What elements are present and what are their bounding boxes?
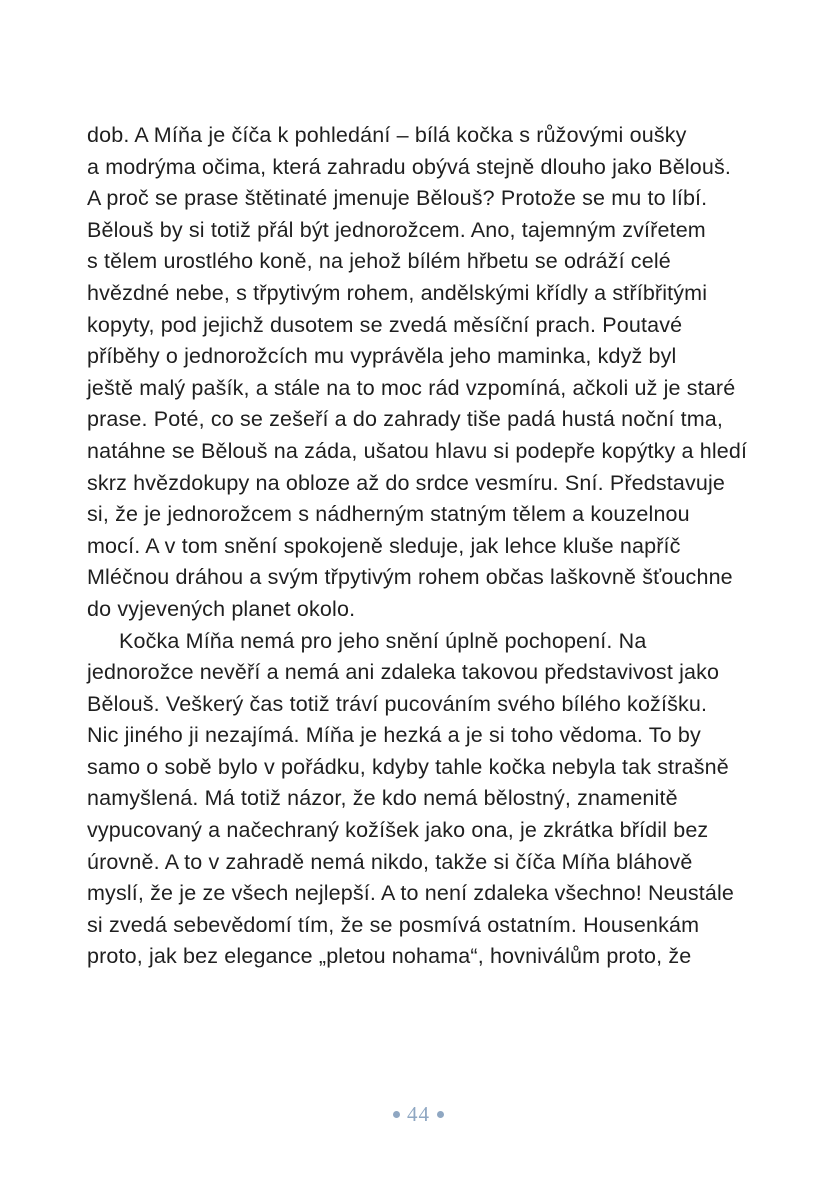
text-line: příběhy o jednorožcích mu vyprávěla jeho maminka, když byl <box>87 344 677 369</box>
text-line: proto, jak bez elegance „pletou nohama“, hovniválům proto, že <box>87 944 692 969</box>
text-line: Bělouš. Veškerý čas totiž tráví pucováním svého bílého kožíšku. <box>87 691 708 716</box>
page-number-footer <box>0 1102 837 1127</box>
paragraph-1 <box>87 120 767 626</box>
text-line: si, že je jednorožcem s nádherným statným tělem a kouzelnou <box>87 502 690 527</box>
text-line: dob. A Míňa je číča k pohledání – bílá kočka s růžovými oušky <box>87 123 687 147</box>
bullet-dot-icon <box>393 1111 400 1118</box>
text-line: kopyty, pod jejichž dusotem se zvedá měsíční prach. Poutavé <box>87 312 683 337</box>
text-line: do vyjevených planet okolo. <box>87 596 356 621</box>
text-line: Bělouš by si totiž přál být jednorožcem. Ano, tajemným zvířetem <box>87 217 706 242</box>
text-line: Nic jiného ji nezajímá. Míňa je hezká a je si toho vědoma. To by <box>87 723 701 748</box>
text-line: si zvedá sebevědomí tím, že se posmívá ostatním. Housenkám <box>87 912 700 937</box>
text-line: s tělem urostlého koně, na jehož bílém hřbetu se odráží celé <box>87 249 671 274</box>
text-line: A proč se prase štětinaté jmenuje Bělouš? Protože se mu to líbí. <box>87 186 708 211</box>
text-line: jednorožce nevěří a nemá ani zdaleka takovou představivost jako <box>87 660 720 685</box>
text-line: hvězdné nebe, s třpytivým rohem, andělskými křídly a stříbřitými <box>87 280 708 305</box>
text-line: a modrýma očima, která zahradu obývá stejně dlouho jako Bělouš. <box>87 154 732 179</box>
paragraph-2 <box>87 626 767 974</box>
text-line: samo o sobě bylo v pořádku, kdyby tahle kočka nebyla tak strašně <box>87 754 729 779</box>
text-line: Mléčnou dráhou a svým třpytivým rohem občas laškovně šťouchne <box>87 565 733 590</box>
text-line: vypucovaný a načechraný kožíšek jako ona, je zkrátka břídil bez <box>87 818 709 843</box>
body-text <box>87 120 767 973</box>
text-line: natáhne se Bělouš na záda, ušatou hlavu si podepře kopýtky a hledí <box>87 438 748 463</box>
bullet-dot-icon <box>437 1111 444 1118</box>
text-line: mocí. A v tom snění spokojeně sleduje, jak lehce kluše napříč <box>87 533 681 558</box>
text-line: ještě malý pašík, a stále na to moc rád vzpomíná, ačkoli už je staré <box>87 375 736 400</box>
text-line: skrz hvězdokupy na obloze až do srdce vesmíru. Sní. Představuje <box>87 470 726 495</box>
text-line: namyšlená. Má totiž názor, že kdo nemá bělostný, znamenitě <box>87 786 678 811</box>
page-number: 44 <box>407 1102 430 1126</box>
text-line: prase. Poté, co se zešeří a do zahrady tiše padá hustá noční tma, <box>87 407 724 432</box>
text-line: úrovně. A to v zahradě nemá nikdo, takže si číča Míňa bláhově <box>87 849 693 874</box>
text-line: Kočka Míňa nemá pro jeho snění úplně pochopení. Na <box>119 628 647 653</box>
text-line: myslí, že je ze všech nejlepší. A to není zdaleka všechno! Neustále <box>87 881 735 906</box>
